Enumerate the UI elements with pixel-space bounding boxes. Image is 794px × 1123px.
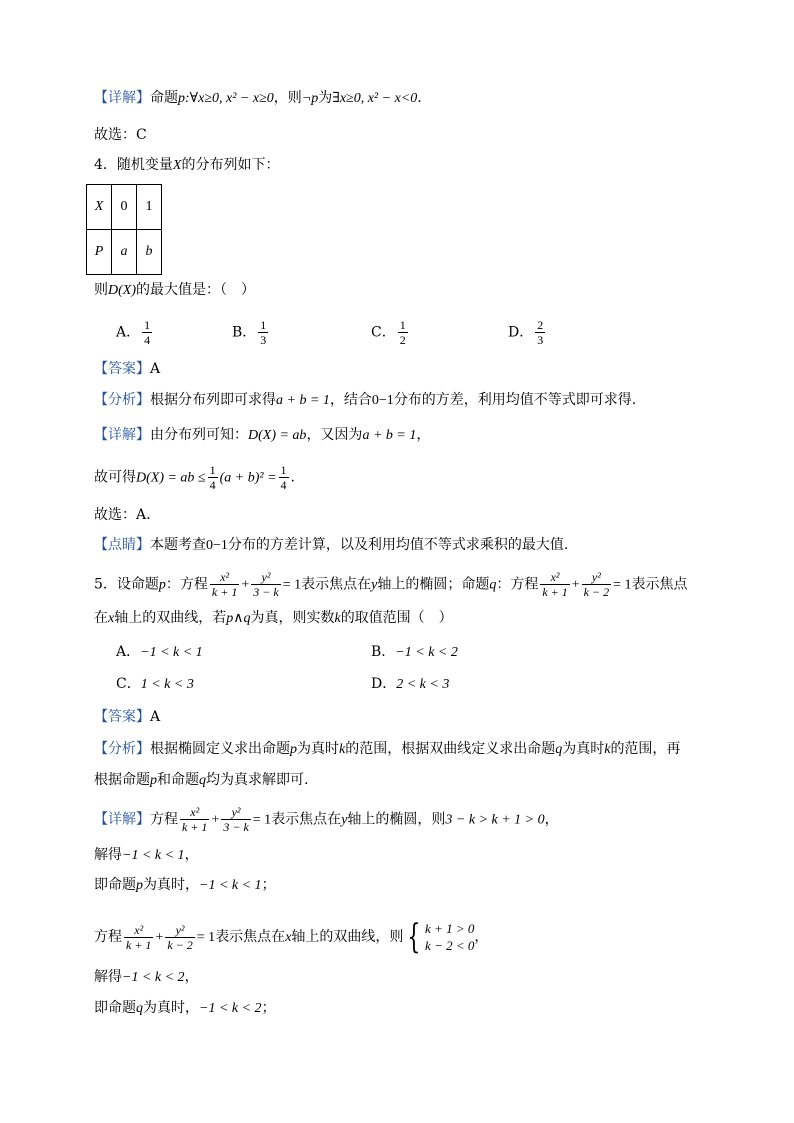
q4-option-b[interactable]: B． $\frac{1}{3}$ xyxy=(232,318,267,347)
q5-detail-line3: 即命题p为真时，−1 < k < 1； xyxy=(94,877,276,893)
analysis-tag: 【分析】 xyxy=(94,741,150,757)
comment-tag: 【点睛】 xyxy=(94,537,150,553)
q4-option-d[interactable]: D． $\frac{2}{3}$ xyxy=(508,318,544,347)
q5-detail-line6: 即命题q为真时，−1 < k < 2； xyxy=(94,1000,276,1016)
q5-analysis-line1: 【分析】根据椭圆定义求出命题p为真时k的范围，根据双曲线定义求出命题q为真时k的范围，再 xyxy=(94,741,681,757)
answer-tag: 【答案】 xyxy=(94,709,150,725)
q4-comment: 【点睛】本题考查0−1分布的方差计算，以及利用均值不等式求乘积的最大值. xyxy=(94,537,569,553)
q5-detail-line5: 解得−1 < k < 2， xyxy=(94,969,199,985)
q5-stem-line2: 在x轴上的双曲线，若p∧q为真，则实数k的取值范围（ ） xyxy=(94,610,453,626)
table-cell: b xyxy=(137,230,162,275)
q5-detail-line2: 解得−1 < k < 1， xyxy=(94,847,199,863)
q5-stem-line1: 5．设命题p：方程 $\frac{\text{x²}}{k + 1}$ + $\frac{\text{y²}}{3 - k}$ = 1表示焦点在y轴上的椭圆；命题q：方程 $\frac{\text{x²}}{k + 1}$ + $\frac{\text{y²}}{k - 2}$ = 1表示焦点 xyxy=(94,570,688,599)
table-row xyxy=(87,230,162,275)
q4-detail-line1: 【详解】由分布列可知：D(X) = ab，又因为a + b = 1， xyxy=(94,427,431,443)
table-cell: 0 xyxy=(112,185,137,230)
q4-option-a[interactable]: A． $\frac{1}{4}$ xyxy=(116,318,151,347)
q3-choose: 故选：C xyxy=(94,127,147,143)
analysis-tag: 【分析】 xyxy=(94,392,150,408)
q5-detail-line4: 方程 $\frac{\text{x²}}{k + 1}$ + $\frac{\text{y²}}{k - 2}$ = 1表示焦点在x轴上的双曲线，则 { k + 1 > 0 k − 2 < 0 ， xyxy=(94,917,489,957)
q3-detail-line: 【详解】命题p:∀x≥0, x² − x≥0，则¬p为∃x≥0, x² − x<0. xyxy=(94,90,422,106)
q5-analysis-line2: 根据命题p和命题q均为真求解即可. xyxy=(94,772,309,788)
q5-detail-line1: 【详解】方程 $\frac{\text{x²}}{k + 1}$ + $\frac{\text{y²}}{3 - k}$ = 1表示焦点在y轴上的椭圆，则3 − k > k + 1 > 0， xyxy=(94,805,559,834)
inequality-system: k + 1 > 0 k − 2 < 0 xyxy=(425,921,475,953)
q5-option-b[interactable]: B．−1 < k < 2 xyxy=(371,644,458,660)
table-cell: P xyxy=(87,230,112,275)
table-cell: 1 xyxy=(137,185,162,230)
table-cell: X xyxy=(87,185,112,230)
q5-option-a[interactable]: A．−1 < k < 1 xyxy=(116,644,203,660)
q4-answer: 【答案】A xyxy=(94,361,161,377)
q5-option-d[interactable]: D．2 < k < 3 xyxy=(371,676,450,692)
q5-option-c[interactable]: C．1 < k < 3 xyxy=(116,676,194,692)
detail-tag: 【详解】 xyxy=(94,811,150,828)
distribution-table xyxy=(86,184,162,275)
detail-tag: 【详解】 xyxy=(94,427,150,443)
q4-option-c[interactable]: C． $\frac{1}{2}$ xyxy=(371,318,406,347)
q5-answer: 【答案】A xyxy=(94,709,161,725)
table-cell: a xyxy=(112,230,137,275)
q4-analysis: 【分析】根据分布列即可求得a + b = 1，结合0−1分布的方差，利用均值不等式即可求得. xyxy=(94,392,637,408)
table-row xyxy=(87,185,162,230)
brace-symbol: { xyxy=(407,917,421,957)
q4-stem: 4．随机变量X的分布列如下： xyxy=(94,157,280,173)
q4-detail-line2: 故可得D(X) = ab ≤ $\frac{1}{4}$ (a + b)² = $\frac{1}{4}$ . xyxy=(94,463,295,492)
detail-tag: 【详解】 xyxy=(94,90,150,106)
answer-tag: 【答案】 xyxy=(94,361,150,377)
q4-choose: 故选：A. xyxy=(94,507,151,523)
q4-question: 则D(X)的最大值是：（ ） xyxy=(94,282,255,298)
